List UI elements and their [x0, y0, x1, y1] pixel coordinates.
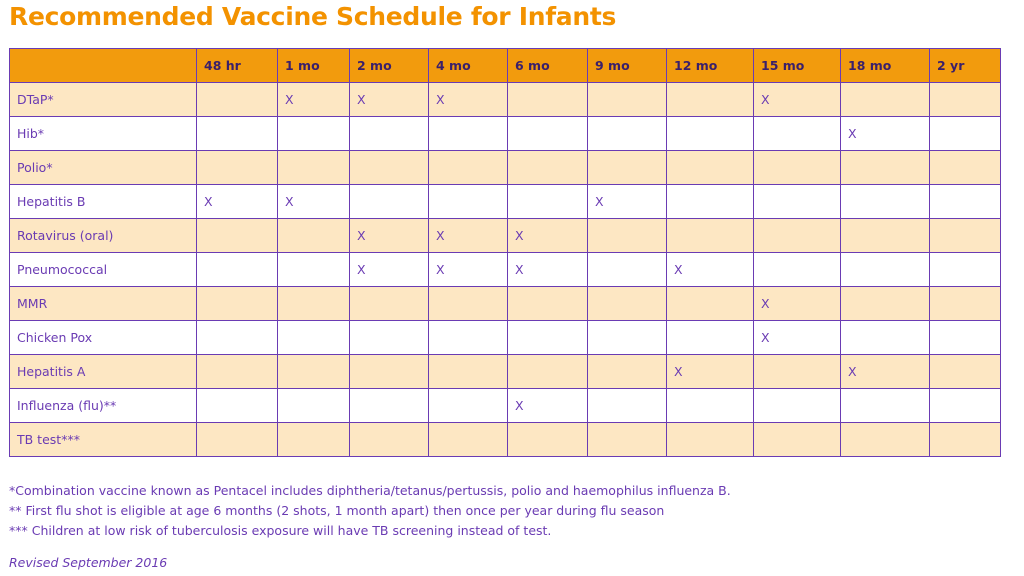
schedule-cell [197, 253, 278, 287]
schedule-cell [197, 287, 278, 321]
schedule-cell [667, 287, 754, 321]
schedule-cell [930, 219, 1001, 253]
schedule-cell [930, 83, 1001, 117]
schedule-cell [197, 219, 278, 253]
vaccine-name: MMR [10, 287, 197, 321]
schedule-cell [278, 219, 350, 253]
schedule-cell [429, 321, 508, 355]
schedule-cell [278, 117, 350, 151]
schedule-cell [588, 253, 667, 287]
schedule-mark: X [754, 83, 841, 117]
schedule-cell [930, 287, 1001, 321]
vaccine-name: Chicken Pox [10, 321, 197, 355]
schedule-cell [754, 151, 841, 185]
schedule-cell [930, 321, 1001, 355]
schedule-cell [667, 83, 754, 117]
schedule-cell [278, 253, 350, 287]
table-row [10, 423, 1001, 457]
schedule-cell [667, 389, 754, 423]
header-vaccine-corner [10, 49, 197, 83]
schedule-mark: X [350, 219, 429, 253]
vaccine-name: Hepatitis A [10, 355, 197, 389]
table-row [10, 151, 1001, 185]
schedule-cell [508, 355, 588, 389]
schedule-cell [588, 219, 667, 253]
schedule-cell [508, 321, 588, 355]
schedule-cell [930, 185, 1001, 219]
vaccine-schedule-table [9, 48, 1001, 457]
schedule-cell [278, 287, 350, 321]
schedule-cell [588, 389, 667, 423]
schedule-cell [350, 321, 429, 355]
footnote-line: ** First flu shot is eligible at age 6 months (2 shots, 1 month apart) then once per year during flu season [9, 503, 665, 518]
schedule-cell [197, 355, 278, 389]
schedule-cell [930, 389, 1001, 423]
table-row [10, 355, 1001, 389]
vaccine-name: Rotavirus (oral) [10, 219, 197, 253]
schedule-cell [350, 389, 429, 423]
schedule-cell [588, 287, 667, 321]
vaccine-name: Pneumococcal [10, 253, 197, 287]
vaccine-name: Hib* [10, 117, 197, 151]
schedule-cell [588, 355, 667, 389]
schedule-cell [278, 389, 350, 423]
table-row [10, 389, 1001, 423]
schedule-mark: X [278, 83, 350, 117]
schedule-cell [350, 117, 429, 151]
schedule-cell [667, 423, 754, 457]
schedule-cell [930, 355, 1001, 389]
schedule-cell [754, 253, 841, 287]
schedule-cell [588, 423, 667, 457]
column-header: 2 yr [930, 49, 1001, 83]
schedule-cell [667, 117, 754, 151]
schedule-cell [930, 117, 1001, 151]
schedule-mark: X [429, 253, 508, 287]
column-header: 2 mo [350, 49, 429, 83]
table-row [10, 321, 1001, 355]
schedule-cell [930, 423, 1001, 457]
column-header: 4 mo [429, 49, 508, 83]
schedule-cell [197, 117, 278, 151]
schedule-mark: X [754, 287, 841, 321]
schedule-cell [508, 423, 588, 457]
column-header: 48 hr [197, 49, 278, 83]
footnote-line: *** Children at low risk of tuberculosis exposure will have TB screening instead of test. [9, 523, 552, 538]
schedule-cell [197, 151, 278, 185]
schedule-cell [197, 321, 278, 355]
schedule-cell [429, 151, 508, 185]
schedule-cell [350, 151, 429, 185]
schedule-cell [588, 151, 667, 185]
schedule-cell [667, 185, 754, 219]
schedule-cell [197, 83, 278, 117]
schedule-cell [429, 389, 508, 423]
schedule-cell [278, 321, 350, 355]
schedule-cell [197, 423, 278, 457]
table-row [10, 219, 1001, 253]
column-header: 15 mo [754, 49, 841, 83]
schedule-cell [754, 185, 841, 219]
vaccine-name: TB test*** [10, 423, 197, 457]
revised-note: Revised September 2016 [9, 555, 168, 570]
schedule-cell [841, 321, 930, 355]
schedule-cell [278, 423, 350, 457]
schedule-mark: X [508, 253, 588, 287]
schedule-cell [841, 219, 930, 253]
schedule-mark: X [350, 253, 429, 287]
schedule-mark: X [667, 253, 754, 287]
schedule-mark: X [350, 83, 429, 117]
table-body [10, 83, 1001, 457]
schedule-cell [667, 151, 754, 185]
schedule-cell [588, 321, 667, 355]
schedule-cell [278, 355, 350, 389]
schedule-cell [667, 219, 754, 253]
schedule-cell [588, 117, 667, 151]
schedule-mark: X [508, 389, 588, 423]
schedule-cell [841, 185, 930, 219]
schedule-cell [350, 423, 429, 457]
schedule-cell [841, 83, 930, 117]
schedule-cell [754, 389, 841, 423]
schedule-mark: X [508, 219, 588, 253]
column-header: 12 mo [667, 49, 754, 83]
vaccine-name: Polio* [10, 151, 197, 185]
table-row [10, 83, 1001, 117]
schedule-cell [429, 185, 508, 219]
schedule-cell [350, 355, 429, 389]
schedule-mark: X [841, 355, 930, 389]
schedule-mark: X [197, 185, 278, 219]
schedule-cell [588, 83, 667, 117]
schedule-mark: X [429, 83, 508, 117]
schedule-cell [429, 287, 508, 321]
schedule-cell [754, 423, 841, 457]
schedule-cell [841, 423, 930, 457]
schedule-cell [350, 287, 429, 321]
schedule-cell [754, 219, 841, 253]
footnotes [9, 481, 731, 541]
column-header: 9 mo [588, 49, 667, 83]
schedule-cell [197, 389, 278, 423]
schedule-cell [841, 151, 930, 185]
schedule-mark: X [667, 355, 754, 389]
schedule-cell [350, 185, 429, 219]
table-header-row [10, 49, 1001, 83]
footnote-line: *Combination vaccine known as Pentacel includes diphtheria/tetanus/pertussis, polio and haemophilus influenza B. [9, 483, 731, 498]
schedule-cell [429, 355, 508, 389]
schedule-cell [278, 151, 350, 185]
schedule-cell [930, 253, 1001, 287]
schedule-mark: X [841, 117, 930, 151]
schedule-cell [841, 287, 930, 321]
table-row [10, 117, 1001, 151]
table-row [10, 253, 1001, 287]
schedule-cell [429, 117, 508, 151]
schedule-cell [930, 151, 1001, 185]
vaccine-name: DTaP* [10, 83, 197, 117]
schedule-mark: X [278, 185, 350, 219]
schedule-cell [508, 83, 588, 117]
page-title: Recommended Vaccine Schedule for Infants [9, 2, 617, 31]
schedule-cell [508, 287, 588, 321]
schedule-mark: X [429, 219, 508, 253]
schedule-cell [841, 389, 930, 423]
table-row [10, 287, 1001, 321]
vaccine-name: Hepatitis B [10, 185, 197, 219]
schedule-cell [754, 117, 841, 151]
column-header: 18 mo [841, 49, 930, 83]
schedule-cell [508, 185, 588, 219]
schedule-mark: X [588, 185, 667, 219]
column-header: 1 mo [278, 49, 350, 83]
schedule-cell [667, 321, 754, 355]
schedule-cell [841, 253, 930, 287]
schedule-cell [429, 423, 508, 457]
table-row [10, 185, 1001, 219]
column-header: 6 mo [508, 49, 588, 83]
schedule-cell [508, 151, 588, 185]
vaccine-name: Influenza (flu)** [10, 389, 197, 423]
schedule-mark: X [754, 321, 841, 355]
schedule-cell [754, 355, 841, 389]
schedule-cell [508, 117, 588, 151]
